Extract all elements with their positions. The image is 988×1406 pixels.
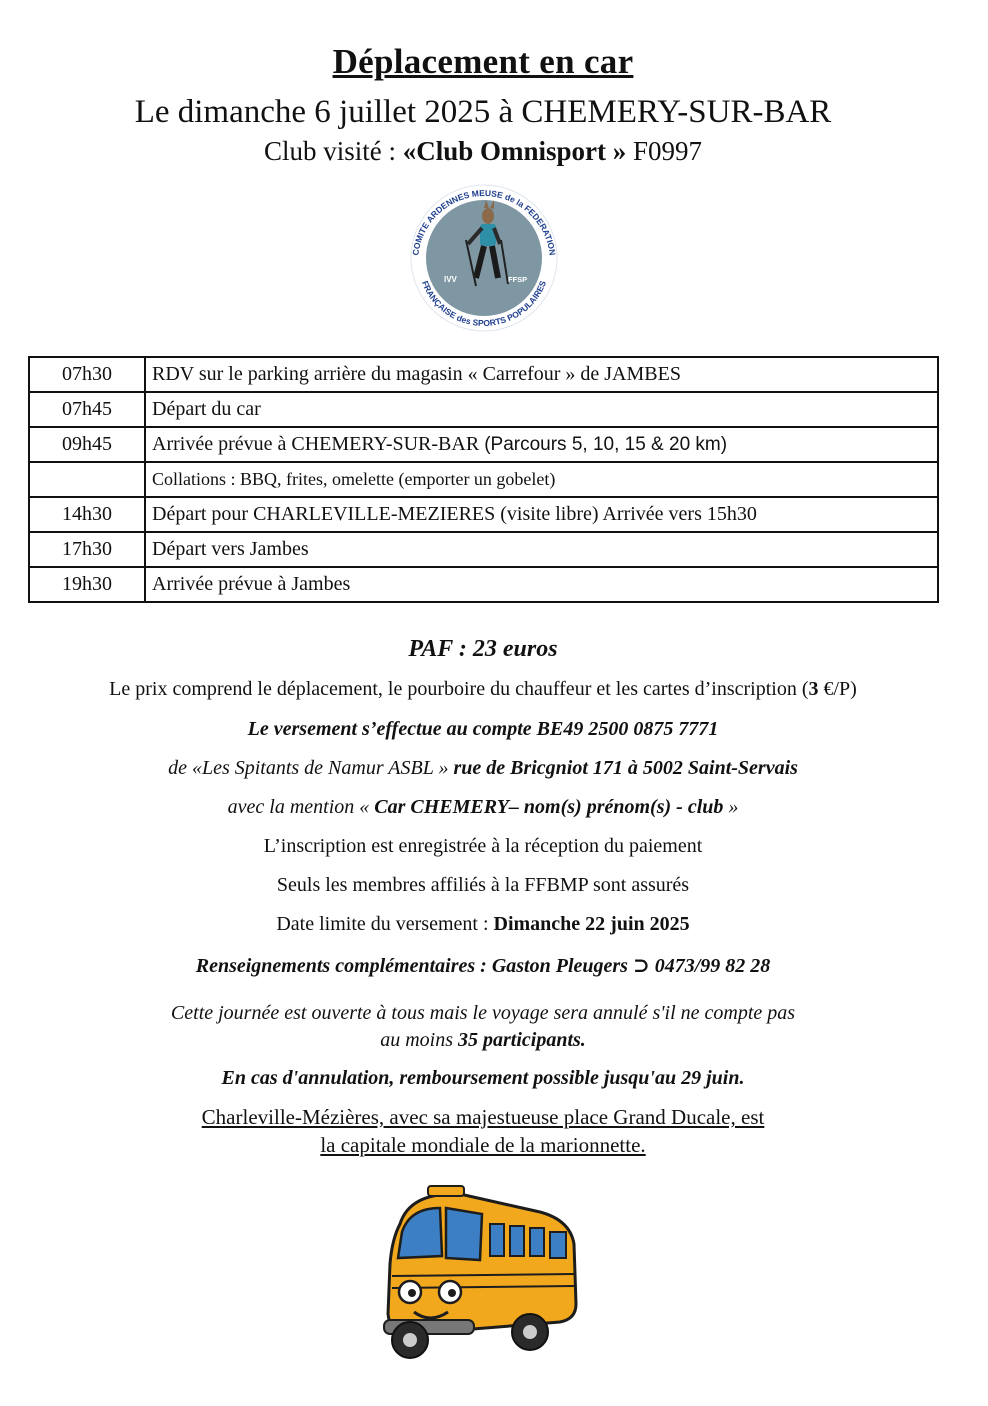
- table-row: [29, 392, 938, 427]
- notice-minimum: 35 participants.: [458, 1029, 586, 1051]
- city-line-1: Charleville-Mézières, avec sa majestueuse place Grand Ducale, est: [201, 1105, 765, 1129]
- club-code: F0997: [626, 136, 703, 166]
- deadline-date: Dimanche 22 juin 2025: [493, 913, 690, 935]
- bus-icon: [384, 1186, 576, 1358]
- contact-info: Renseignements complémentaires : Gaston Pleugers ⊃ 0473/99 82 28: [195, 955, 771, 977]
- schedule-description: Départ vers Jambes: [145, 532, 938, 567]
- schedule-time: 07h30: [29, 357, 145, 392]
- logo-ffsp-badge: FFSP: [508, 275, 528, 284]
- notice-line-2: [0, 1029, 966, 1052]
- schedule-time: 09h45: [29, 427, 145, 462]
- price-amount: 3: [808, 678, 819, 700]
- city-line-2: la capitale mondiale de la marionnette.: [320, 1133, 646, 1157]
- event-date-line: Le dimanche 6 juillet 2025 à CHEMERY-SUR-BAR: [134, 94, 832, 130]
- paf-price: PAF : 23 euros: [408, 636, 558, 662]
- schedule-time: 17h30: [29, 532, 145, 567]
- schedule-description: Collations : BBQ, frites, omelette (emporter un gobelet): [145, 462, 938, 497]
- schedule-description: Départ pour CHARLEVILLE-MEZIERES (visite libre) Arrivée vers 15h30: [145, 497, 938, 532]
- registration-note: L’inscription est enregistrée à la réception du paiement: [263, 835, 703, 857]
- table-row: [29, 497, 938, 532]
- mention-suffix: »: [723, 796, 739, 818]
- schedule-description-courses: (Parcours 5, 10, 15 & 20 km): [484, 434, 728, 455]
- schedule-time: 07h45: [29, 392, 145, 427]
- schedule-description: [145, 427, 938, 462]
- logo-ring-text-top: COMITE ARDENNES MEUSE de la FEDERATION: [410, 187, 558, 257]
- schedule-description: Arrivée prévue à Jambes: [145, 567, 938, 602]
- visited-club-line: [0, 136, 966, 167]
- beneficiary-name: de «Les Spitants de Namur ASBL »: [168, 757, 454, 779]
- price-suffix: €/P): [818, 678, 857, 700]
- schedule-description: Départ du car: [145, 392, 938, 427]
- table-row: [29, 357, 938, 392]
- notice-prefix: au moins: [380, 1029, 458, 1051]
- logo-ring-text-bottom: FRANÇAISE des SPORTS POPULAIRES: [419, 279, 549, 329]
- school-bus-illustration: [370, 1184, 582, 1364]
- payment-deadline: [0, 913, 966, 936]
- deadline-label: Date limite du versement :: [276, 913, 494, 935]
- schedule-time: 19h30: [29, 567, 145, 602]
- beneficiary-address: rue de Bricgniot 171 à 5002 Saint-Servais: [453, 757, 798, 779]
- table-row: [29, 567, 938, 602]
- club-prefix: Club visité :: [263, 136, 403, 166]
- schedule-description: RDV sur le parking arrière du magasin « Carrefour » de JAMBES: [145, 357, 938, 392]
- cancellation-note: En cas d'annulation, remboursement possible jusqu'au 29 juin.: [221, 1067, 745, 1089]
- beneficiary: [0, 757, 966, 780]
- table-row: [29, 427, 938, 462]
- schedule-time: 14h30: [29, 497, 145, 532]
- table-row: [29, 462, 938, 497]
- mention-text: Car CHEMERY– nom(s) prénom(s) - club: [374, 796, 724, 818]
- payment-account: Le versement s’effectue au compte BE49 2500 0875 7771: [247, 718, 719, 740]
- page-title: Déplacement en car: [332, 42, 634, 81]
- logo-ivv-badge: IVV: [444, 275, 457, 284]
- price-details-text: Le prix comprend le déplacement, le pourboire du chauffeur et les cartes d’inscription (: [109, 678, 809, 700]
- schedule-table: [28, 356, 939, 603]
- notice-line-1: Cette journée est ouverte à tous mais le voyage sera annulé s'il ne compte pas: [170, 1002, 796, 1024]
- federation-logo: [404, 178, 564, 334]
- club-name: «Club Omnisport »: [402, 136, 627, 166]
- insurance-note: Seuls les membres affiliés à la FFBMP sont assurés: [276, 874, 690, 896]
- table-row: [29, 532, 938, 567]
- schedule-time: [29, 462, 145, 497]
- schedule-description-main: Arrivée prévue à CHEMERY-SUR-BAR: [152, 433, 485, 455]
- price-details: [0, 678, 966, 701]
- mention-prefix: avec la mention «: [227, 796, 375, 818]
- payment-mention: [0, 796, 966, 819]
